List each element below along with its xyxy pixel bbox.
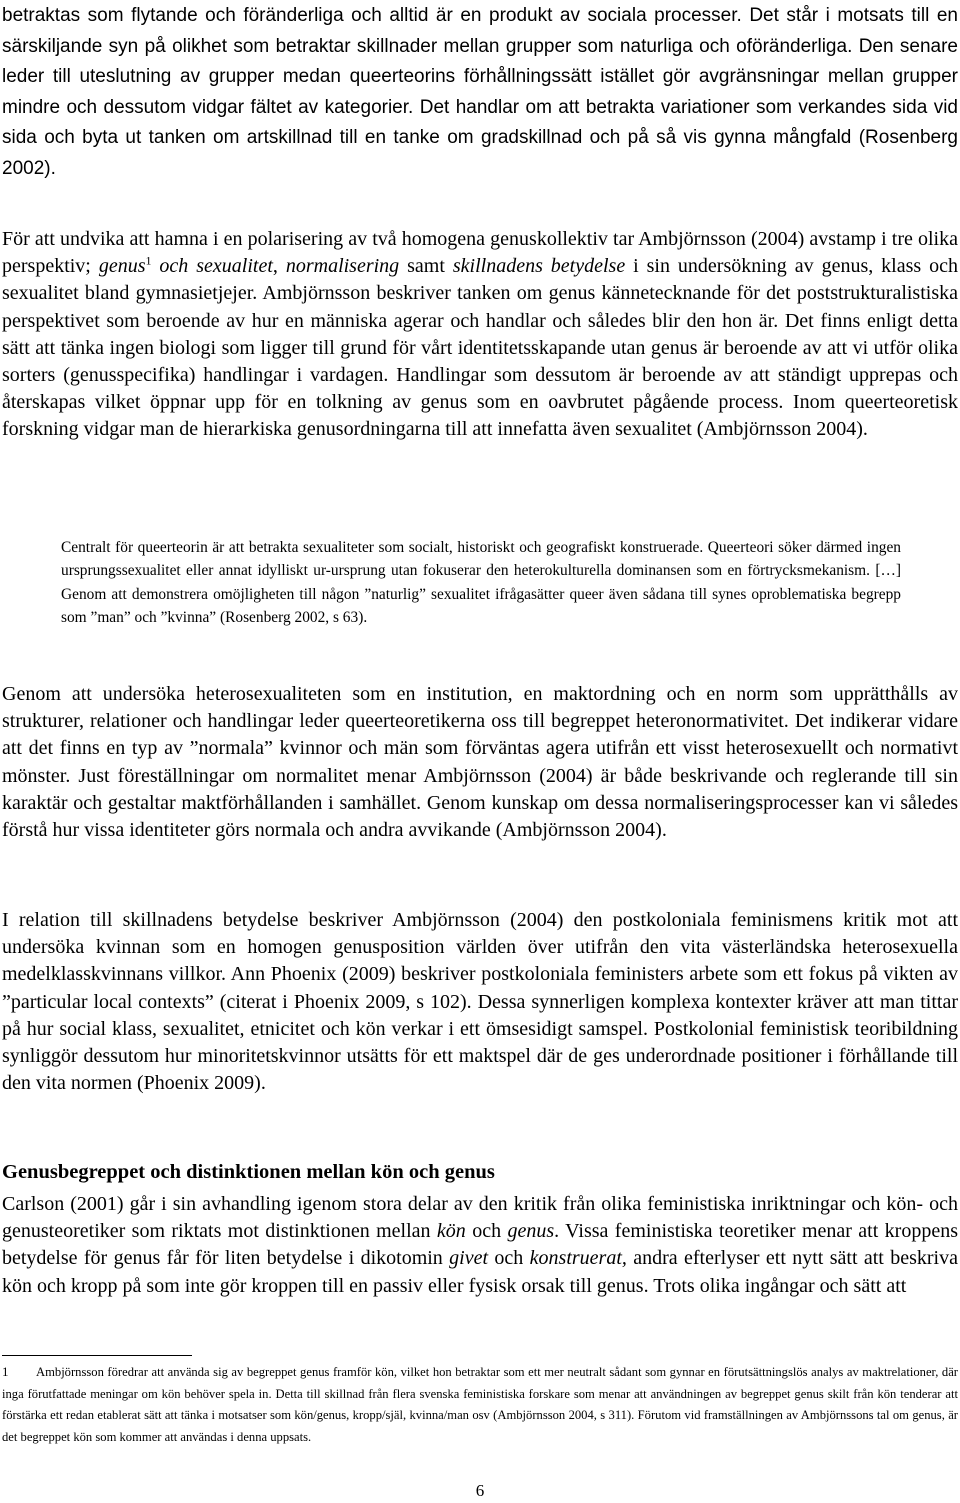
paragraph-ambjornsson-part2: i sin undersökning av genus, klass och sexualitet bland gymnasietjejer. Ambjörnsson beskriver tanken om genus kännetecknande för det poststrukturalistiska perspektivet som beroende av hur en människa agerar och handlar och således blir den hon är. Det finns enligt detta sätt att tänka ingen biologi som ligger till grund för vårt identitetsskapande utan genus är beroende av att vi utför olika sorters (genusspecifika) handlingar i vardagen. Handlingar som dessutom är beroende av att ständigt upprepas och återskapas vilket öppnar upp för en tolkning av genus som en oavbrutet pågående process. Inom queerteoretisk forskning vidgar man de hierarkiska genusordningarna till att innefatta även sexualitet (Ambjörnsson 2004). — [2, 255, 958, 441]
section-heading-text: Genusbegreppet och distinktionen mellan kön och genus — [2, 1161, 495, 1183]
separator-comma: , — [272, 255, 286, 278]
conjunction-samt: samt — [399, 255, 453, 278]
term-skillnadens-betydelse: skillnadens betydelse — [452, 255, 626, 278]
paragraph-ambjornsson-part1: För att undvika att hamna i en polarisering av två homogena genuskollektiv tar Ambjörnsson (2004) avstamp i tre olika perspektiv; — [2, 228, 958, 278]
term-och-sexualitet: och sexualitet — [151, 255, 273, 278]
term-genus-carlson: genus — [507, 1220, 555, 1243]
conjunction-och: och — [465, 1220, 508, 1243]
footnote-text: Ambjörnsson föredrar att använda sig av begreppet genus framför kön, vilket hon betraktar som ett mer neutralt sådant som gynnar en förutsättningslös analys av maktrelationer, där inga förutfattade meningar om kön behöver spela in. Detta till skillnad från flera svenska feministiska forskare som menar att användningen av begreppet genus skilt från kön tenderar att förstärka ett redan etablerat sätt att tänka i motsatser som kön/genus, kropp/själ, kvinna/man osv (Ambjörnsson 2004, s 311). Förutom vid framställningen av Ambjörnssons tal om genus, är det begreppet kön som kommer att användas i denna uppsats. — [2, 1365, 958, 1444]
term-genus: genus — [98, 255, 146, 278]
block-quote — [61, 536, 901, 629]
paragraph-heterosexualitet-text: Genom att undersöka heterosexualiteten som en institution, en maktordning och en norm som upprätthålls av strukturer, relationer och handlingar leder queerteoretikerna oss till begreppet heteronormativitet. Det indikerar vidare att det finns en typ av ”normala” kvinnor och män som förväntas agera utifrån ett visst heterosexuellt och normativt mönster. Just föreställningar om normalitet menar Ambjörnsson (2004) är både beskrivande och reglerande till sin karaktär och gestaltar maktförhållanden i samhället. Genom kunskap om dessa normaliseringsprocesser kan vi således förstå hur vissa identiteter görs normala och andra avvikande (Ambjörnsson 2004). — [2, 683, 958, 842]
paragraph-ambjornsson — [2, 226, 958, 444]
paragraph-carlson — [2, 1191, 958, 1300]
paragraph-heterosexualitet — [2, 681, 958, 844]
term-normalisering: normalisering — [285, 255, 400, 278]
footnote-marker: 1 — [2, 1364, 9, 1379]
paragraph-carlson-part3: andra efterlyser ett nytt sätt att beskriva kön och kropp på som inte gör kroppen till en passiv eller fysisk orsak till genus. Trots olika ingångar och sätt att — [2, 1247, 958, 1297]
paragraph-intro — [2, 1, 958, 184]
term-kon: kön — [436, 1220, 466, 1243]
term-konstruerat: konstruerat, — [529, 1247, 627, 1270]
page-number: 6 — [475, 1481, 485, 1500]
footnote-reference[interactable]: 1 — [145, 253, 152, 268]
block-quote-text: Centralt för queerteorin är att betrakta sexualiteter som socialt, historiskt och geografiskt konstruerade. Queerteori söker därmed ingen ursprungssexualitet eller annat idylliskt ur-ursprung utan fokuserar den heterokulturella dominansen som en förtrycksmekanism. […] Genom att demonstrera omöjligheten till någon ”naturlig” sexualitet ifrågasätter queer även sådana till synes oproblematiska begrepp som ”man” och ”kvinna” (Rosenberg 2002, s 63). — [61, 539, 901, 626]
paragraph-carlson-part1: Carlson (2001) går i sin avhandling igenom stora delar av den kritik från olika feministiska inriktningar och kön- och genusteoretiker som riktats mot distinktionen mellan — [2, 1193, 958, 1243]
paragraph-intro-text: betraktas som flytande och föränderliga och alltid är en produkt av sociala processer. Det står i motsats till en särskiljande syn på olikhet som betraktar skillnader mellan grupper som naturliga och oföränderliga. Den senare leder till uteslutning av grupper medan queerteorins förhållningssätt istället gör avgränsningar mellan grupper mindre och dessutom vidgar fältet av kategorier. Det handlar om att betrakta variationer som verkandes sida vid sida och byta ut tanken om artskillnad till en tanke om gradskillnad och på så vis gynna mångfald (Rosenberg 2002). — [2, 5, 958, 179]
paragraph-postkolonial-text: I relation till skillnadens betydelse beskriver Ambjörnsson (2004) den postkoloniala feminismens kritik mot att undersöka kvinnan som en homogen genusposition världen över utifrån den vita västerländska heterosexuella medelklasskvinnans villkor. Ann Phoenix (2009) beskriver postkoloniala feministers arbete som ett fokus på vikten av ”particular local contexts” (citerat i Phoenix 2009, s 102). Dessa synnerligen komplexa kontexter kräver att man tittar på hur social klass, sexualitet, etnicitet och kön verkar i ett ömsesidigt samspel. Postkolonial feministisk teoribildning synliggör dessutom hur minoritetskvinnor utsätts för ett maktspel där de ges underordnade positioner i förhållande till den vita normen (Phoenix 2009). — [2, 909, 958, 1095]
footnote — [2, 1361, 958, 1448]
footnote-separator — [2, 1355, 192, 1356]
term-givet: givet — [449, 1247, 489, 1270]
section-heading — [2, 1158, 958, 1186]
paragraph-carlson-part2: . Vissa feministiska teoretiker menar att kroppens betydelse för genus får för liten betydelse i dikotomin — [2, 1220, 959, 1270]
paragraph-postkolonial — [2, 907, 958, 1097]
conjunction-och-2: och — [488, 1247, 530, 1270]
